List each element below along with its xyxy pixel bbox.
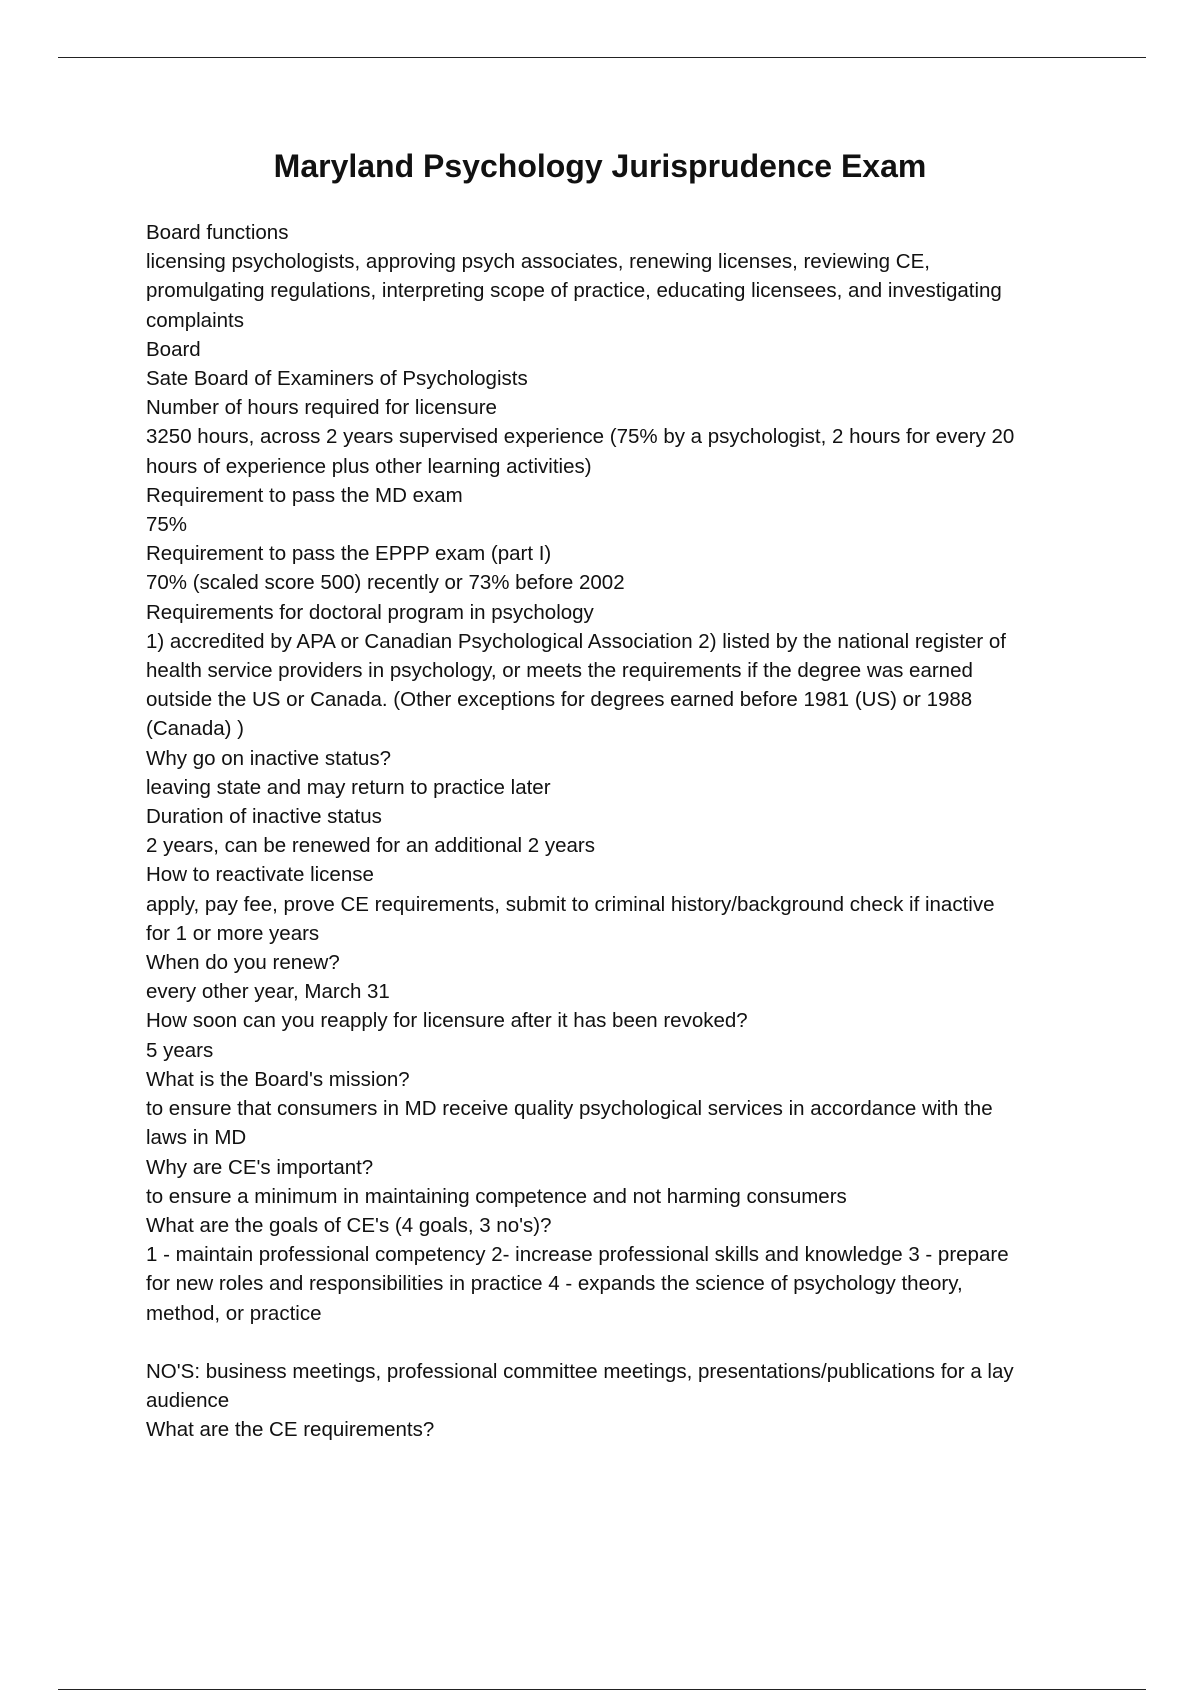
text-line: hours of experience plus other learning activities) bbox=[146, 454, 592, 478]
text-line: 2 years, can be renewed for an additional 2 years bbox=[146, 834, 595, 858]
text-line: audience bbox=[146, 1389, 230, 1413]
text-line: Number of hours required for licensure bbox=[146, 396, 497, 420]
text-line: 5 years bbox=[146, 1038, 214, 1062]
text-line: for 1 or more years bbox=[146, 921, 320, 945]
text-line: Requirement to pass the EPPP exam (part I) bbox=[146, 542, 552, 566]
text-line: Requirement to pass the MD exam bbox=[146, 483, 463, 507]
text-line: Requirements for doctoral program in psychology bbox=[146, 600, 594, 624]
blank-line bbox=[146, 1328, 1096, 1357]
text-line: 70% (scaled score 500) recently or 73% before 2002 bbox=[146, 571, 625, 595]
text-line: 1) accredited by APA or Canadian Psychological Association 2) listed by the national register of bbox=[146, 629, 1006, 653]
document-title: Maryland Psychology Jurisprudence Exam bbox=[273, 148, 927, 184]
text-line: licensing psychologists, approving psych associates, renewing licenses, reviewing CE, bbox=[146, 250, 930, 274]
text-line: What are the goals of CE's (4 goals, 3 no's)? bbox=[146, 1213, 552, 1237]
text-line: to ensure that consumers in MD receive quality psychological services in accordance with the bbox=[146, 1097, 993, 1121]
text-line: What is the Board's mission? bbox=[146, 1067, 410, 1091]
text-line: to ensure a minimum in maintaining competence and not harming consumers bbox=[146, 1184, 847, 1208]
text-line: every other year, March 31 bbox=[146, 980, 390, 1004]
document-body bbox=[146, 218, 1096, 1445]
text-line: Why go on inactive status? bbox=[146, 746, 391, 770]
text-line: What are the CE requirements? bbox=[146, 1418, 435, 1442]
text-line: outside the US or Canada. (Other exceptions for degrees earned before 1981 (US) or 1988 bbox=[146, 688, 973, 712]
text-line: How to reactivate license bbox=[146, 863, 374, 887]
text-line: 3250 hours, across 2 years supervised experience (75% by a psychologist, 2 hours for every 20 bbox=[146, 425, 1015, 449]
text-line: Why are CE's important? bbox=[146, 1155, 374, 1179]
text-line: promulgating regulations, interpreting scope of practice, educating licensees, and investigating bbox=[146, 279, 1002, 303]
bottom-divider bbox=[58, 1689, 1146, 1690]
text-line: (Canada) ) bbox=[146, 717, 244, 741]
text-line: 75% bbox=[146, 513, 188, 537]
text-line: apply, pay fee, prove CE requirements, submit to criminal history/background check if inactive bbox=[146, 892, 995, 916]
text-line: How soon can you reapply for licensure after it has been revoked? bbox=[146, 1009, 748, 1033]
text-line: for new roles and responsibilities in practice 4 - expands the science of psychology theory, bbox=[146, 1272, 963, 1296]
text-line: complaints bbox=[146, 308, 244, 332]
text-line: Duration of inactive status bbox=[146, 805, 382, 829]
text-line: leaving state and may return to practice later bbox=[146, 775, 551, 799]
text-line: Board bbox=[146, 337, 201, 361]
text-line: Board functions bbox=[146, 221, 289, 244]
text-line: Sate Board of Examiners of Psychologists bbox=[146, 367, 528, 391]
text-line: laws in MD bbox=[146, 1126, 247, 1150]
top-divider bbox=[58, 57, 1146, 58]
text-line: 1 - maintain professional competency 2- increase professional skills and knowledge 3 - prepare bbox=[146, 1243, 1009, 1267]
text-line: health service providers in psychology, or meets the requirements if the degree was earned bbox=[146, 659, 973, 683]
text-line: When do you renew? bbox=[146, 951, 340, 975]
text-line: NO'S: business meetings, professional committee meetings, presentations/publications for a lay bbox=[146, 1359, 1014, 1383]
text-line: method, or practice bbox=[146, 1301, 322, 1325]
